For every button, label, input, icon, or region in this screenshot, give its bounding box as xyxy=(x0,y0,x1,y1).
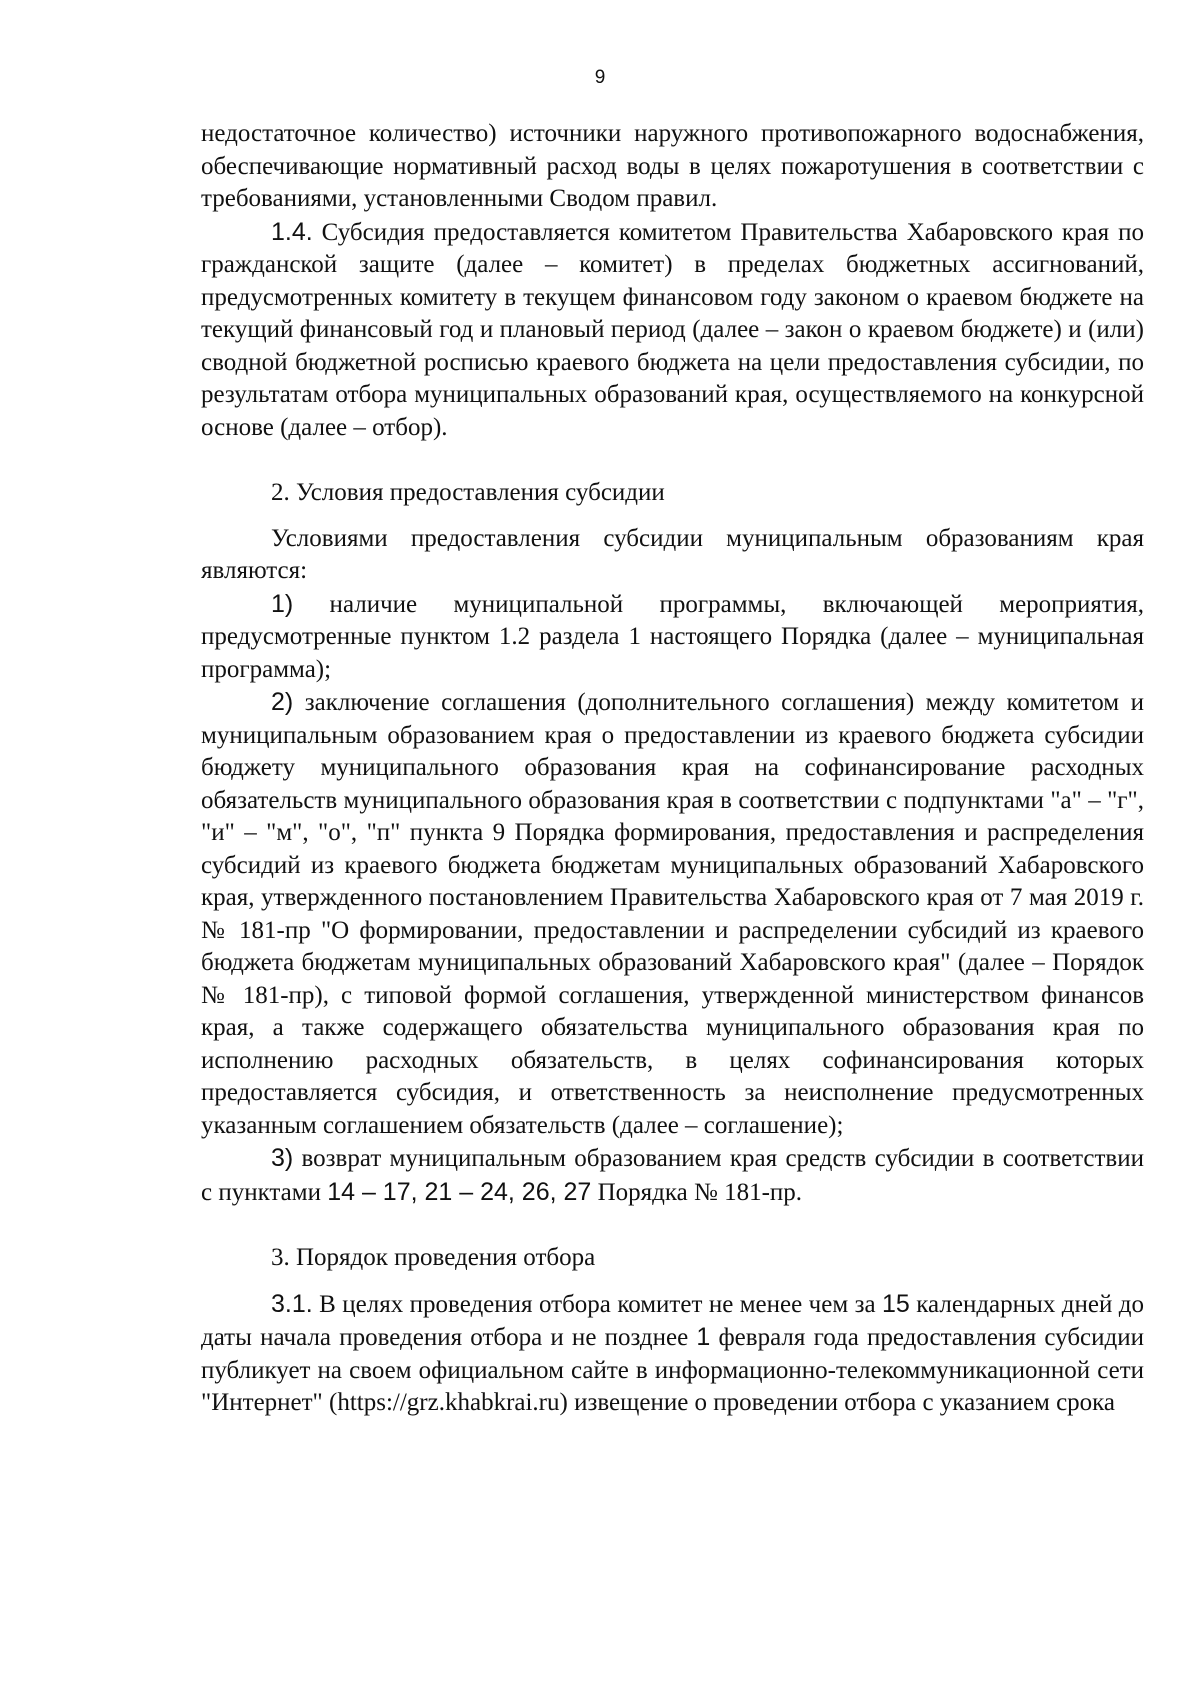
spacer xyxy=(201,444,1144,477)
clause-number: 1.4. xyxy=(271,217,313,246)
list-item-text: наличие муниципальной программы, включающей мероприятия, предусмотренные пунктом 1.2 раздела 1 настоящего Порядка (далее – муниципальная программа); xyxy=(201,590,1144,683)
list-item-text: Порядка № 181-пр. xyxy=(591,1178,803,1206)
paragraph-text: календарных дней до даты начала проведения отбора и не позднее xyxy=(201,1290,1144,1351)
list-item-text: возврат муниципальным образованием края средств субсидии в соответствии с пунктами xyxy=(201,1145,1144,1206)
clause-number: 3.1. xyxy=(271,1289,313,1318)
paragraph-text: Субсидия предоставляется комитетом Правительства Хабаровского края по гражданской защите (далее – комитет) в пределах бюджетных ассигнований, предусмотренных комитету в текущем финансовом году законом о краевом бюджете на текущий финансовый год и плановый период (далее – закон о краевом бюджете) и (или) сводной бюджетной росписью краевого бюджета на цели предоставления субсидии, по результатам отбора муниципальных образований края, осуществляемого на конкурсной основе (далее – отбор). xyxy=(201,218,1144,441)
list-number: 2) xyxy=(271,688,294,716)
paragraph-1-4 xyxy=(201,216,1144,445)
spacer xyxy=(201,1275,1144,1288)
number-days: 15 xyxy=(882,1289,910,1318)
section-heading-3: 3. Порядок проведения отбора xyxy=(271,1244,596,1271)
paragraph-text: февраля года предоставления субсидии публикует на своем официальном сайте в информационно-телекоммуникационной сети "Интернет" (https://grz.khabkrai.ru) извещение о проведении отбора с указанием срока xyxy=(201,1324,1144,1416)
paragraph-conditions-intro: Условиями предоставления субсидии муниципальным образованиям края являются: xyxy=(201,524,1144,584)
list-number: 1) xyxy=(271,589,294,618)
clause-references: 14 – 17, 21 – 24, 26, 27 xyxy=(327,1177,592,1206)
list-item-2 xyxy=(201,686,1144,1142)
spacer xyxy=(201,1209,1144,1242)
document-body xyxy=(201,118,1144,1420)
number-day: 1 xyxy=(696,1323,711,1351)
paragraph-text: В целях проведения отбора комитет не менее чем за xyxy=(312,1290,883,1318)
list-number: 3) xyxy=(271,1144,294,1172)
list-item-3 xyxy=(201,1142,1144,1209)
list-item-1 xyxy=(201,588,1144,687)
paragraph-3-1 xyxy=(201,1288,1144,1420)
paragraph-continuation: недостаточное количество) источники наружного противопожарного водоснабжения, обеспечивающие нормативный расход воды в целях пожаротушения в соответствии с требованиями, установленными Сводом правил. xyxy=(201,120,1144,212)
page-number: 9 xyxy=(594,67,606,88)
spacer xyxy=(201,510,1144,523)
section-heading-2: 2. Условия предоставления субсидии xyxy=(271,479,665,506)
list-item-text: заключение соглашения (дополнительного соглашения) между комитетом и муниципальным образованием края о предоставлении из краевого бюджета субсидии бюджету муниципального образования края на софинансирование расходных обязательств муниципального образования края в соответствии с подпунктами "а" – "г", "и" – "м", "о", "п" пункта 9 Порядка формирования, предоставления и распределения субсидий из краевого бюджета бюджетам муниципальных образований Хабаровского края, утвержденного постановлением Правительства Хабаровского края от 7 мая 2019 г. № 181-пр "О формировании, предоставлении и распределении субсидий из краевого бюджета бюджетам муниципальных образований Хабаровского края" (далее – Порядок № 181-пр), с типовой формой соглашения, утвержденной министерством финансов края, а также содержащего обязательства муниципального образования края по исполнению расходных обязательств, в целях софинансирования которых предоставляется субсидия, и ответственность за неисполнение предусмотренных указанным соглашением обязательств (далее – соглашение); xyxy=(201,689,1144,1139)
